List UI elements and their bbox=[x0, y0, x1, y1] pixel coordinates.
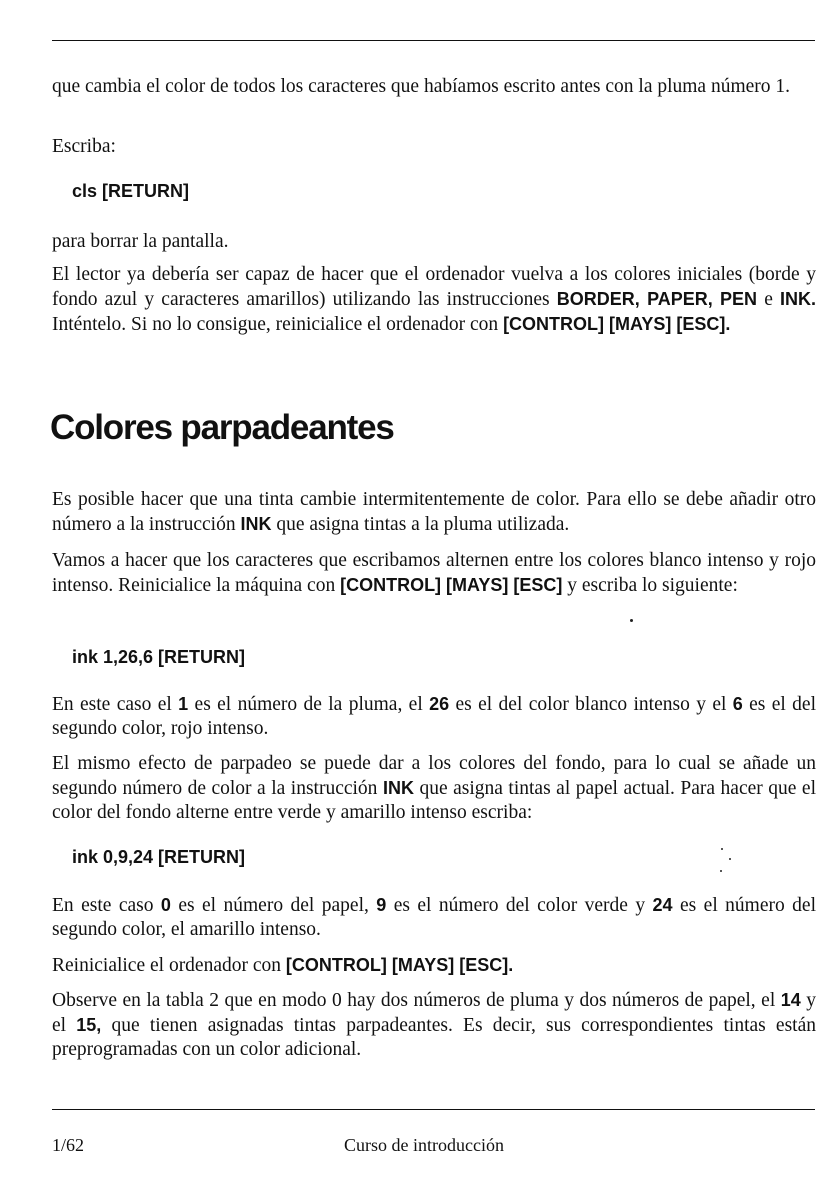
bold-ink: INK. bbox=[780, 289, 817, 309]
text: y el bbox=[52, 990, 817, 1036]
paragraph-parpadeo-fondo bbox=[52, 752, 816, 825]
bold-number: 24 bbox=[652, 895, 673, 915]
bold-number: 0 bbox=[160, 895, 171, 915]
text: e bbox=[757, 289, 781, 310]
paragraph-explicacion-papel bbox=[52, 893, 816, 942]
text bbox=[713, 289, 720, 310]
section-heading: Colores parpadeantes bbox=[50, 408, 394, 447]
text: Reinicialice el ordenador con bbox=[52, 955, 286, 976]
text: y escriba lo siguiente: bbox=[562, 575, 738, 596]
bold-number: 14 bbox=[780, 990, 801, 1010]
top-rule bbox=[52, 40, 815, 41]
text: es el número del papel, bbox=[170, 895, 377, 916]
paragraph-continuation: que cambia el color de todos los caracteres que habíamos escrito antes con la pluma número 1. bbox=[52, 76, 791, 97]
bold-ink: INK bbox=[240, 514, 272, 534]
paragraph-borrar-pantalla: para borrar la pantalla. bbox=[52, 231, 229, 252]
code-ink-1-26-6: ink 1,26,6 [RETURN] bbox=[72, 647, 246, 667]
text: es el número del color verde y bbox=[386, 895, 653, 916]
text: En este caso bbox=[52, 895, 161, 916]
text: El mismo efecto de parpadeo se puede dar a los colores del fondo, para lo cual se añade un segundo número de color a la instrucción bbox=[52, 753, 816, 799]
bold-pen: PEN bbox=[719, 289, 757, 309]
bold-reset-keys: [CONTROL] [MAYS] [ESC]. bbox=[503, 314, 731, 334]
paragraph-tabla-2 bbox=[52, 988, 816, 1062]
paragraph-blanco-rojo bbox=[52, 549, 816, 598]
text: es el número del segundo color, el amarillo intenso. bbox=[52, 895, 816, 940]
bottom-rule bbox=[52, 1109, 815, 1110]
paragraph-explicacion-pluma bbox=[52, 692, 816, 741]
bold-number: 1 bbox=[178, 694, 189, 714]
text: Es posible hacer que una tinta cambie intermitentemente de color. Para ello se debe añadir otro número a la instrucción bbox=[52, 489, 816, 535]
bold-keywords: BORDER, PAPER, bbox=[556, 289, 713, 309]
bold-reset-keys: [CONTROL] [MAYS] [ESC] bbox=[340, 575, 563, 595]
text: Inténtelo. Si no lo consigue, reinicialice el ordenador con bbox=[52, 314, 504, 335]
page-number: 1/62 bbox=[52, 1135, 85, 1155]
bold-ink: INK bbox=[382, 778, 414, 798]
text: En este caso el bbox=[52, 694, 179, 715]
text: que asigna tintas al papel actual. Para hacer que el color del fondo alterne entre verde y amarillo intenso escriba: bbox=[52, 778, 817, 823]
paragraph-tinta-intermitente bbox=[52, 488, 816, 537]
code-ink-0-9-24: ink 0,9,24 [RETURN] bbox=[72, 847, 246, 867]
print-speck bbox=[729, 858, 731, 860]
bold-number: 26 bbox=[429, 694, 450, 714]
text: Observe en la tabla 2 que en modo 0 hay dos números de pluma y dos números de papel, el bbox=[52, 990, 781, 1011]
print-speck bbox=[630, 619, 633, 622]
bold-number: 15, bbox=[76, 1015, 102, 1035]
text: El lector ya debería ser capaz de hacer que el ordenador vuelva a los colores iniciales (borde y fondo azul y caracteres amarillos) utilizando las instrucciones bbox=[52, 264, 816, 310]
code-cls-return: cls [RETURN] bbox=[72, 181, 190, 201]
paragraph-reinicialice bbox=[52, 953, 816, 978]
text: es el del segundo color, rojo intenso. bbox=[52, 694, 816, 739]
bold-number: 9 bbox=[376, 895, 387, 915]
text: Vamos a hacer que los caracteres que escribamos alternen entre los colores blanco intenso y rojo intenso. Reinicialice la máquina con bbox=[52, 550, 816, 596]
print-speck bbox=[720, 870, 722, 872]
text: es el número de la pluma, el bbox=[188, 694, 430, 715]
paragraph-colores-iniciales bbox=[52, 263, 816, 337]
running-footer-title: Curso de introducción bbox=[344, 1135, 504, 1155]
bold-number: 6 bbox=[732, 694, 743, 714]
print-speck bbox=[721, 848, 723, 850]
paragraph-escriba: Escriba: bbox=[52, 136, 116, 157]
text: que asigna tintas a la pluma utilizada. bbox=[271, 514, 570, 535]
text: que tienen asignadas tintas parpadeantes. Es decir, sus correspondientes tintas están preprogramadas con un color adicional. bbox=[52, 1015, 816, 1060]
text: es el del color blanco intenso y el bbox=[449, 694, 733, 715]
bold-reset-keys: [CONTROL] [MAYS] [ESC]. bbox=[285, 955, 514, 975]
